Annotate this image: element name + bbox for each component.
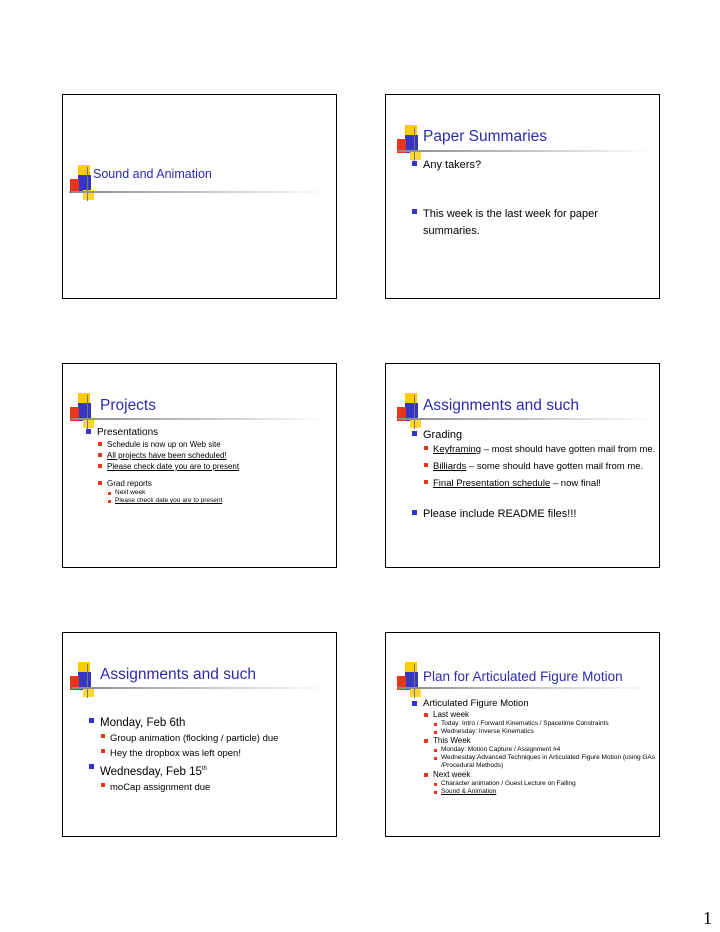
sub-bullet-link[interactable]: Please check date you are to present	[97, 461, 325, 472]
wednesday-sup: th	[201, 766, 207, 772]
slide-assignments-dates	[62, 632, 337, 837]
bullet-articulated: Articulated Figure Motion	[411, 698, 656, 710]
sub-bullet-billiards	[423, 460, 656, 474]
slide-paper-summaries	[385, 94, 660, 299]
title-underline	[398, 418, 654, 420]
billiards-text: – some should have gotten mail from me.	[466, 461, 644, 472]
slide-title: Sound and Animation	[93, 167, 212, 181]
slide-content	[411, 428, 656, 521]
bullet-last-week: This week is the last week for paper summaries.	[411, 206, 651, 240]
slide-title: Assignments and such	[100, 666, 256, 683]
slide-title: Projects	[100, 397, 156, 414]
wednesday-text: Wednesday, Feb 15	[100, 765, 202, 778]
billiards-link[interactable]: Billiards	[433, 461, 467, 472]
bullet-readme: Please include README files!!!	[411, 507, 656, 521]
sub-sub-bullet: Wednesday:Advanced Techniques in Articulated Figure Motion (using GAs /Procedural Methods)	[433, 754, 656, 770]
slide-logo-icon	[396, 662, 426, 702]
slide-content	[88, 715, 328, 795]
slide-logo-icon	[69, 662, 99, 702]
slide-projects	[62, 363, 337, 568]
sub-sub-bullet-link[interactable]: Please check date you are to present	[107, 497, 325, 505]
bullet-grad-reports: Grad reports	[97, 478, 325, 489]
sub-sub-bullet-link[interactable]: Sound & Animation	[433, 788, 656, 796]
slide-title: Paper Summaries	[423, 128, 548, 145]
title-underline	[69, 191, 329, 193]
slide-title: Assignments and such	[423, 397, 579, 414]
sub-sub-bullet: Today: Intro / Forward Kinematics / Spacetime Constraints	[433, 720, 656, 728]
title-underline	[71, 418, 329, 420]
bullet-wednesday	[88, 761, 328, 780]
sub-bullet-final-schedule	[423, 477, 656, 491]
bullet-presentations: Presentations	[85, 426, 325, 439]
bullet-grading: Grading	[411, 428, 656, 442]
final-schedule-link[interactable]: Final Presentation schedule	[433, 478, 551, 489]
keyframing-link[interactable]: Keyframing	[433, 444, 482, 455]
sub-sub-bullet: Monday: Motion Capture / Assignment #4	[433, 746, 656, 754]
title-underline	[71, 687, 329, 689]
slide-assignments-grading	[385, 363, 660, 568]
bullet-monday: Monday, Feb 6th	[88, 715, 328, 731]
slide-sound-and-animation	[62, 94, 337, 299]
slide-title: Plan for Articulated Figure Motion	[423, 669, 623, 684]
sub-bullet-link[interactable]: All projects have been scheduled!	[97, 450, 325, 461]
slide-content	[411, 698, 656, 796]
sub-bullet: moCap assignment due	[100, 780, 328, 795]
keyframing-text: – most should have gotten mail from me.	[481, 444, 656, 455]
sub-bullet: Hey the dropbox was left open!	[100, 746, 328, 761]
sub-bullet: Schedule is now up on Web site	[97, 439, 325, 450]
title-underline	[398, 150, 654, 152]
sub-sub-bullet: Wednesday: Inverse Kinematics	[433, 728, 656, 736]
sub-sub-bullet: Character animation / Guest Lecture on Falling	[433, 780, 656, 788]
slide-content	[85, 426, 325, 505]
slide-content	[411, 158, 651, 240]
title-underline	[398, 687, 654, 689]
sub-bullet-last-week: Last week	[423, 710, 656, 720]
page-number: 1	[703, 908, 712, 928]
slide-plan-articulated	[385, 632, 660, 837]
sub-bullet-this-week: This Week	[423, 736, 656, 746]
bullet-any-takers: Any takers?	[411, 158, 651, 172]
sub-bullet: Group animation (flocking / particle) due	[100, 731, 328, 746]
sub-bullet-next-week: Next week	[423, 770, 656, 780]
sub-bullet-keyframing	[423, 443, 656, 457]
sub-sub-bullet: Next week	[107, 489, 325, 497]
final-schedule-text: – now final!	[550, 478, 601, 489]
slide-logo-icon	[396, 393, 426, 433]
